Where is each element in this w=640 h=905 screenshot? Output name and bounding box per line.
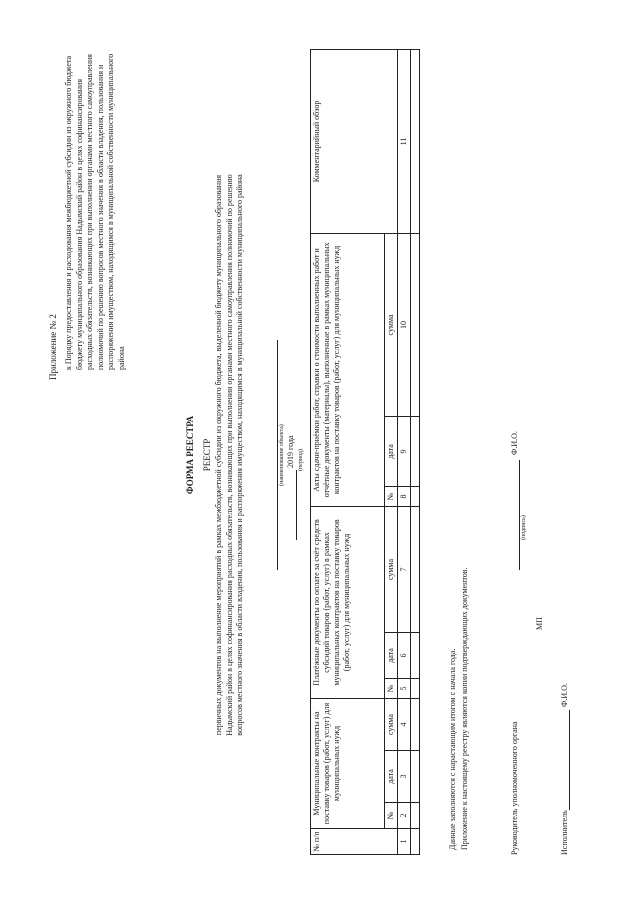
head-signature-label: Руководитель уполномоченного органа [510, 721, 519, 855]
signature-caption: (подпись) [521, 515, 527, 540]
column-number: 4 [398, 698, 411, 750]
object-name-caption: (наименование объекта) [279, 424, 285, 486]
header-number: № п/п [311, 829, 398, 855]
register-table [310, 49, 420, 855]
table-cell [411, 486, 420, 506]
table-cell [411, 751, 420, 803]
table-cell [411, 632, 420, 678]
header-comment: Комментарийный обзор [311, 49, 398, 233]
note-attachments: Приложение к настоящему реестру являются копии подтверждающих документов. [460, 567, 469, 850]
subheader-payment-date: дата [385, 632, 398, 678]
appendix-title: Приложение № 2 [48, 314, 58, 380]
subheader-payment-no: № [385, 678, 398, 698]
table-cell [411, 829, 420, 855]
table-cell [411, 233, 420, 416]
head-signature-line [519, 460, 520, 570]
column-number: 5 [398, 678, 411, 698]
table-cell [411, 506, 420, 632]
subheader-contract-sum: сумма [385, 698, 398, 750]
header-contracts: Муниципальные контракты на поставку товаров (работ, услуг) для муниципальных нужд [311, 698, 385, 828]
column-number: 8 [398, 486, 411, 506]
subheader-contract-date: дата [385, 751, 398, 803]
executor-label: Исполнитель [560, 810, 569, 855]
form-title: ФОРМА РЕЕСТРА [185, 415, 195, 495]
period-field [286, 360, 297, 540]
header-acts: Акты сдачи-приёмки работ, справки о стоимости выполненных работ и отчётные документы (материалы), выполненные в рамках муниципальных контрактов на поставку товаров (работ, услуг) для муниципальных нужд [311, 233, 385, 506]
executor-signature-line [569, 710, 570, 810]
column-number: 9 [398, 416, 411, 486]
period-blank-line [287, 470, 297, 540]
column-number: 11 [398, 49, 411, 233]
note-cumulative: Данные заполняются с нарастающим итогом с начала года. [448, 648, 457, 850]
object-name-line [277, 340, 278, 570]
period-year: 2019 года [286, 435, 295, 468]
column-number: 2 [398, 803, 411, 829]
subheader-payment-sum: сумма [385, 506, 398, 632]
document-page [40, 40, 600, 870]
table-cell [411, 49, 420, 233]
header-payment-documents: Платёжные документы по оплате за счёт средств субсидий товаров (работ, услуг) в рамках муниципальных контрактов на поставку товаров (работ, услуг) для муниципальных нужд [311, 506, 385, 698]
table-cell [411, 803, 420, 829]
register-description: первичных документов на выполнение мероприятий в рамках межбюджетной субсидии из окружного бюджета, выделенной бюджету муниципального образования Надымский район в целях софинансирования расходных обязательств, возникающих при выполнении органами местного самоуправления полномочий по решению вопросов местного значения в области владения, пользования и распоряжения имуществом, находящимся в муниципальной собственности муниципального района [214, 174, 244, 736]
subheader-act-no: № [385, 486, 398, 506]
head-fio: Ф.И.О. [510, 431, 519, 455]
table-cell [411, 416, 420, 486]
appendix-description: к Порядку предоставления и расходования межбюджетной субсидии из окружного бюджета бюджету муниципального образования Надымский район в целях софинансирования расходных обязательств, возникающих при выполнении органами местного самоуправления полномочий по решению вопросов местного значения в области владения, пользования и распоряжения имуществом, находящимся в муниципальной собственности муниципального района [64, 53, 126, 370]
subheader-act-date: дата [385, 416, 398, 486]
column-number: 3 [398, 751, 411, 803]
register-title: РЕЕСТР [202, 438, 212, 472]
executor-fio: Ф.И.О. [560, 683, 569, 707]
column-number: 1 [398, 829, 411, 855]
stamp-place: МП [535, 617, 544, 630]
table-cell [411, 678, 420, 698]
period-caption: (период) [298, 449, 304, 471]
column-number: 6 [398, 632, 411, 678]
column-number: 10 [398, 233, 411, 416]
column-number: 7 [398, 506, 411, 632]
subheader-contract-no: № [385, 803, 398, 829]
table-cell [411, 698, 420, 750]
subheader-act-sum: сумма [385, 233, 398, 416]
